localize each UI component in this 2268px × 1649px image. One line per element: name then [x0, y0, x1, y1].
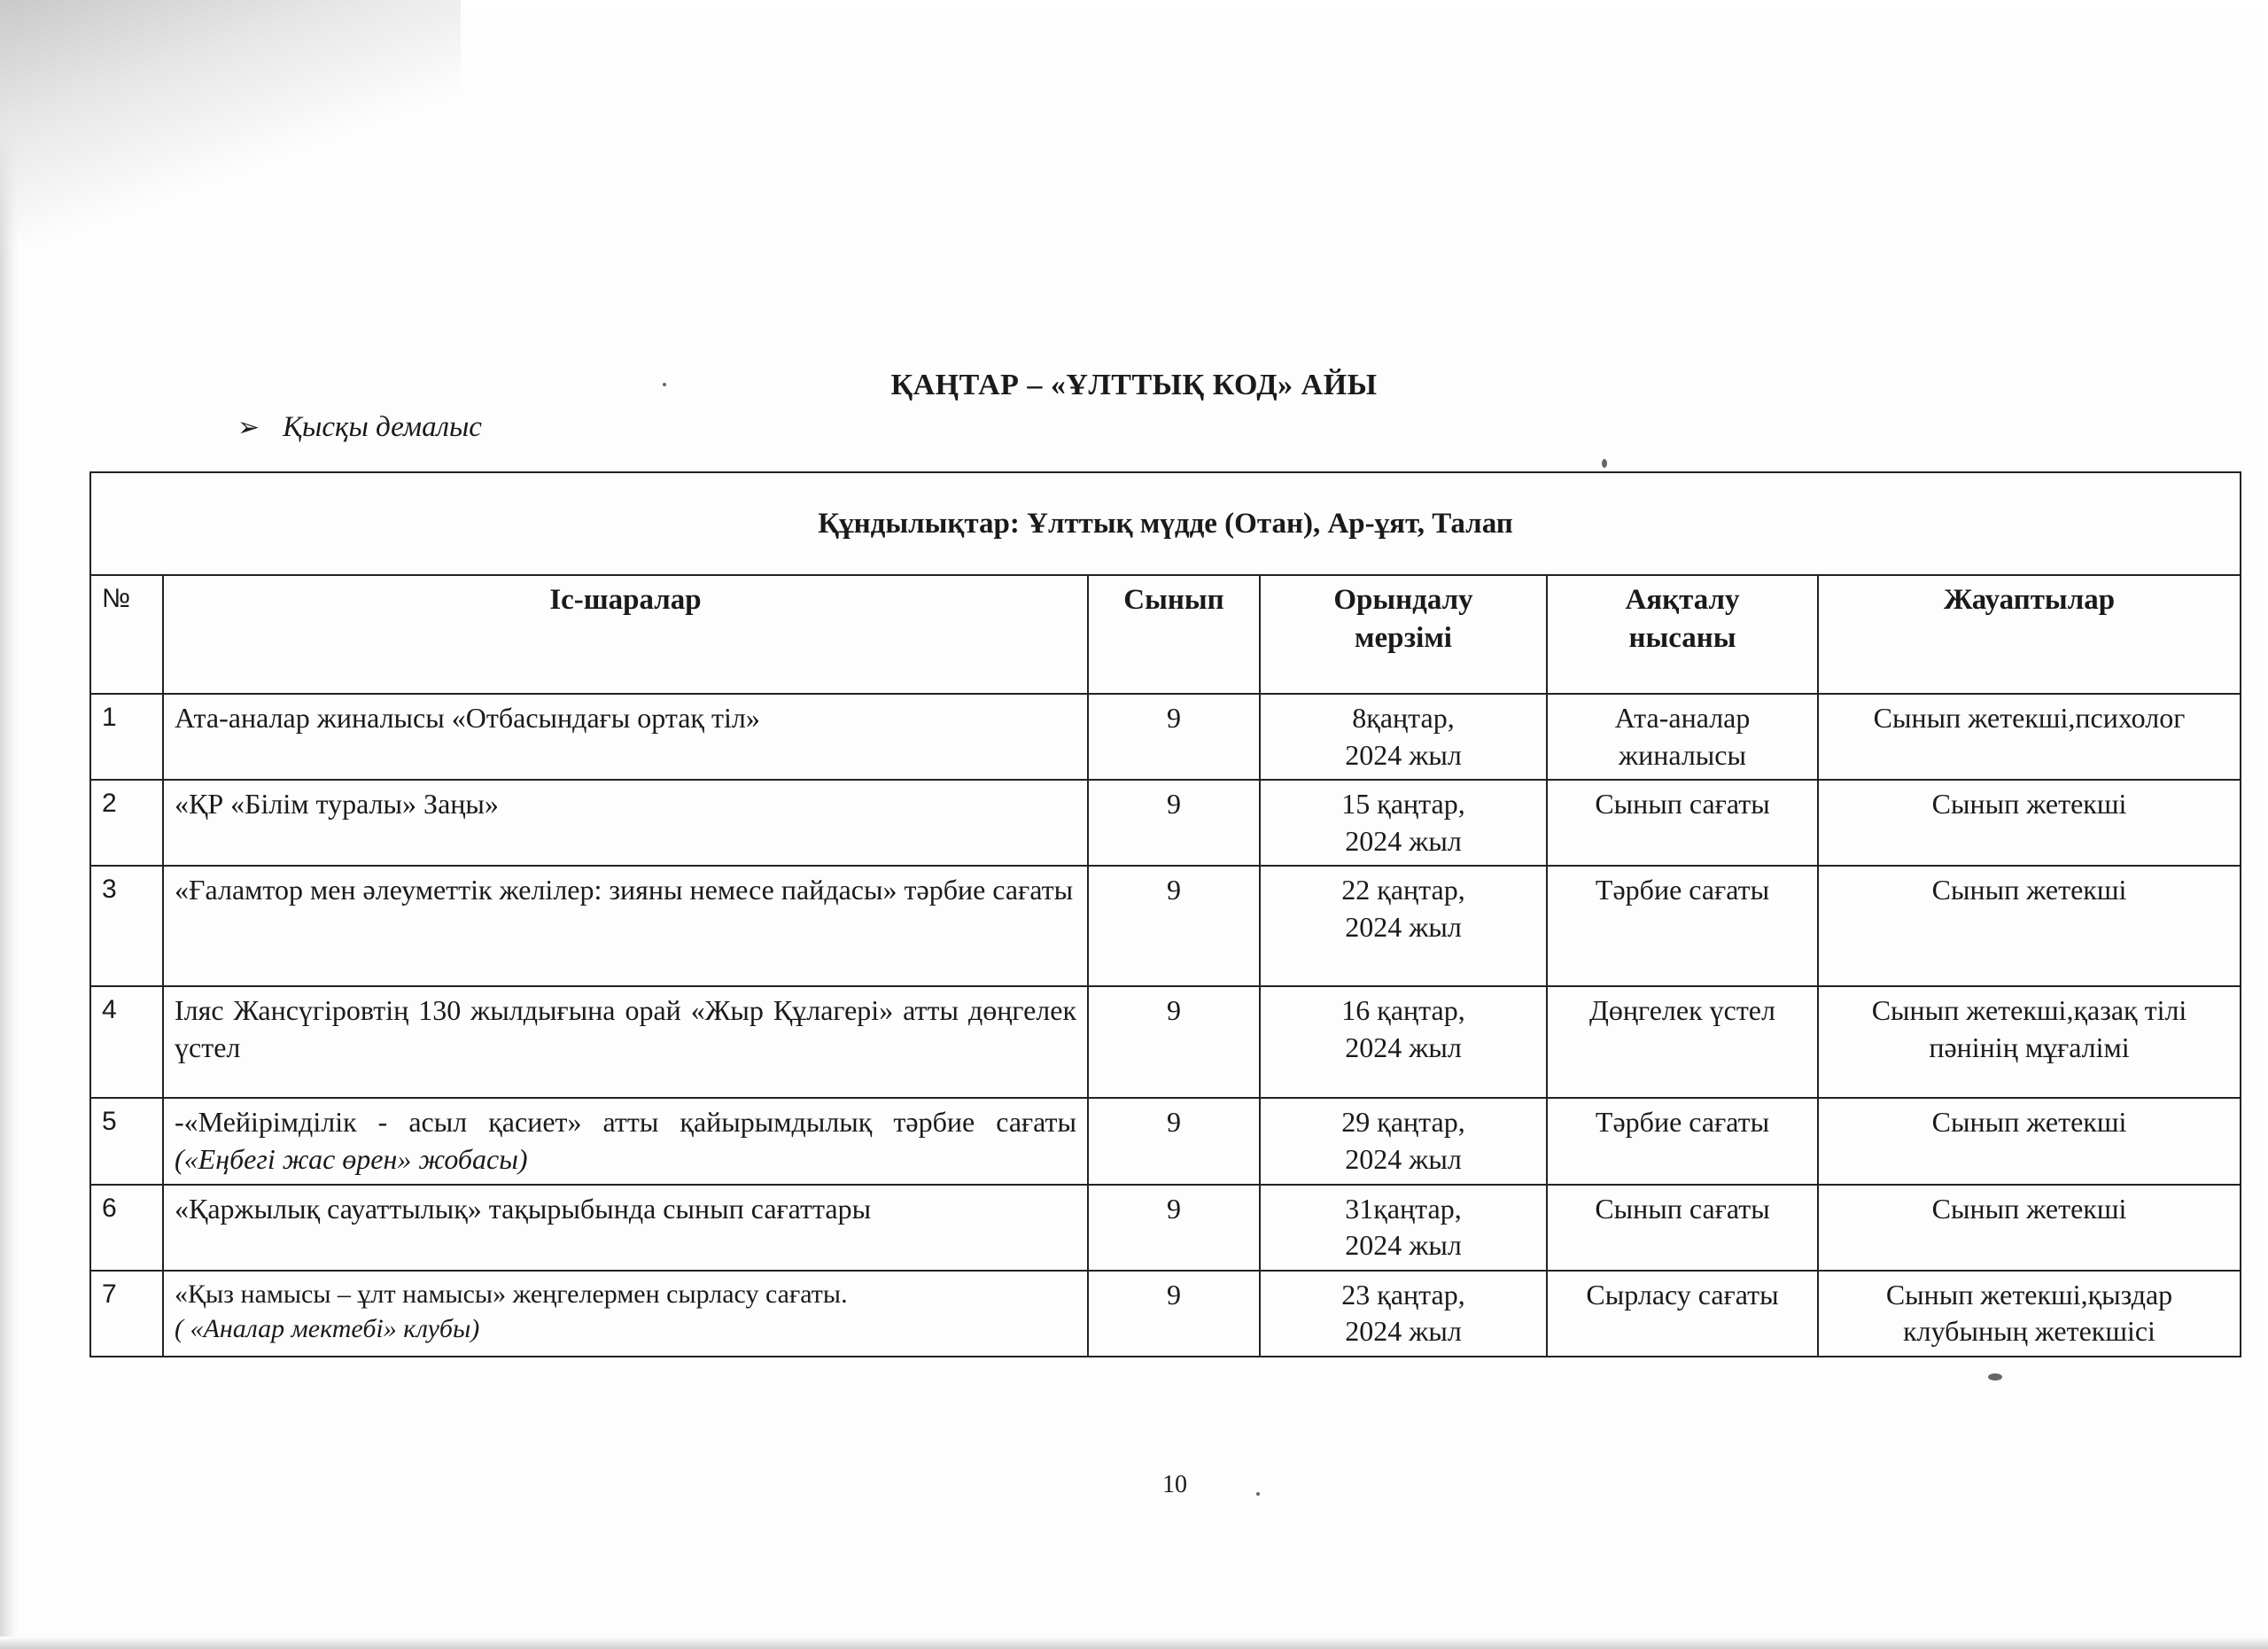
header-grade: Сынып	[1088, 575, 1260, 694]
header-event: Іс-шаралар	[163, 575, 1088, 694]
row-resp: Сынып жетекші,қыздар клубының жетекшісі	[1818, 1271, 2241, 1357]
header-form: Аяқталу нысаны	[1547, 575, 1818, 694]
row-date: 22 қаңтар, 2024 жыл	[1260, 866, 1547, 986]
header-date: Орындалу мерзімі	[1260, 575, 1547, 694]
row-grade: 9	[1088, 866, 1260, 986]
scan-shadow-top	[0, 0, 461, 266]
scan-shadow-bottom	[0, 1637, 2268, 1649]
row-resp: Сынып жетекші	[1818, 866, 2241, 986]
row-form: Сынып сағаты	[1547, 1185, 1818, 1271]
table-row	[90, 1098, 2241, 1184]
row-event: Іляс Жансүгіровтің 130 жылдығына орай «Жыр Құлагері» атты дөңгелек үстел	[163, 986, 1088, 1098]
row-form: Дөңгелек үстел	[1547, 986, 1818, 1098]
subtitle-text: Қысқы демалыс	[283, 411, 482, 443]
row-form: Тәрбие сағаты	[1547, 866, 1818, 986]
row-date: 23 қаңтар, 2024 жыл	[1260, 1271, 1547, 1357]
arrow-bullet-icon: ➢	[237, 413, 260, 442]
header-resp: Жауаптылар	[1818, 575, 2241, 694]
row-grade: 9	[1088, 694, 1260, 780]
row-event: Ата-аналар жиналысы «Отбасындағы ортақ тіл»	[163, 694, 1088, 780]
header-num: №	[90, 575, 163, 694]
row-resp: Сынып жетекші	[1818, 1185, 2241, 1271]
row-resp: Сынып жетекші,қазақ тілі пәнінің мұғалімі	[1818, 986, 2241, 1098]
row-form: Тәрбие сағаты	[1547, 1098, 1818, 1184]
values-line: Құндылықтар: Ұлттық мүдде (Отан), Ар-ұят, Талап	[90, 472, 2241, 575]
row-num: 1	[90, 694, 163, 780]
row-num: 4	[90, 986, 163, 1098]
row-grade: 9	[1088, 986, 1260, 1098]
row-form: Сынып сағаты	[1547, 780, 1818, 866]
row-grade: 9	[1088, 1271, 1260, 1357]
header-row	[90, 575, 2241, 694]
values-row	[90, 472, 2241, 575]
row-date: 8қаңтар, 2024 жыл	[1260, 694, 1547, 780]
row-event: «Қаржылық сауаттылық» тақырыбында сынып сағаттары	[163, 1185, 1088, 1271]
row-event-note: ( «Аналар мектебі» клубы)	[175, 1313, 480, 1343]
scan-speck	[663, 383, 666, 386]
row-num: 7	[90, 1271, 163, 1357]
row-form: Ата-аналар жиналысы	[1547, 694, 1818, 780]
row-resp: Сынып жетекші	[1818, 780, 2241, 866]
page-number: 10	[1162, 1471, 1187, 1498]
row-num: 3	[90, 866, 163, 986]
events-table	[89, 471, 2241, 1357]
row-resp: Сынып жетекші,психолог	[1818, 694, 2241, 780]
row-event: «ҚР «Білім туралы» Заңы»	[163, 780, 1088, 866]
scan-speck	[1256, 1492, 1260, 1496]
table-row	[90, 780, 2241, 866]
row-num: 2	[90, 780, 163, 866]
table-row	[90, 1185, 2241, 1271]
scan-speck	[1988, 1373, 2002, 1381]
row-num: 5	[90, 1098, 163, 1184]
table-row	[90, 986, 2241, 1098]
row-grade: 9	[1088, 780, 1260, 866]
row-event-note: («Еңбегі жас өрен» жобасы)	[175, 1142, 528, 1175]
row-form: Сырласу сағаты	[1547, 1271, 1818, 1357]
row-num: 6	[90, 1185, 163, 1271]
table-row	[90, 694, 2241, 780]
row-resp: Сынып жетекші	[1818, 1098, 2241, 1184]
table-row	[90, 866, 2241, 986]
row-date: 29 қаңтар, 2024 жыл	[1260, 1098, 1547, 1184]
row-grade: 9	[1088, 1098, 1260, 1184]
scan-speck	[1602, 459, 1607, 468]
subtitle	[237, 411, 482, 444]
row-date: 16 қаңтар, 2024 жыл	[1260, 986, 1547, 1098]
row-event: -«Мейірімділік - асыл қасиет» атты қайырымдылық тәрбие сағаты («Еңбегі жас өрен» жобасы)	[163, 1098, 1088, 1184]
row-grade: 9	[1088, 1185, 1260, 1271]
page-title: ҚАҢТАР – «ҰЛТТЫҚ КОД» АЙЫ	[890, 369, 1378, 401]
row-event: «Ғаламтор мен әлеуметтік желілер: зияны немесе пайдасы» тәрбие сағаты	[163, 866, 1088, 986]
row-event: «Қыз намысы – ұлт намысы» жеңгелермен сырласу сағаты. ( «Аналар мектебі» клубы)	[163, 1271, 1088, 1357]
row-date: 31қаңтар, 2024 жыл	[1260, 1185, 1547, 1271]
row-date: 15 қаңтар, 2024 жыл	[1260, 780, 1547, 866]
table-row	[90, 1271, 2241, 1357]
